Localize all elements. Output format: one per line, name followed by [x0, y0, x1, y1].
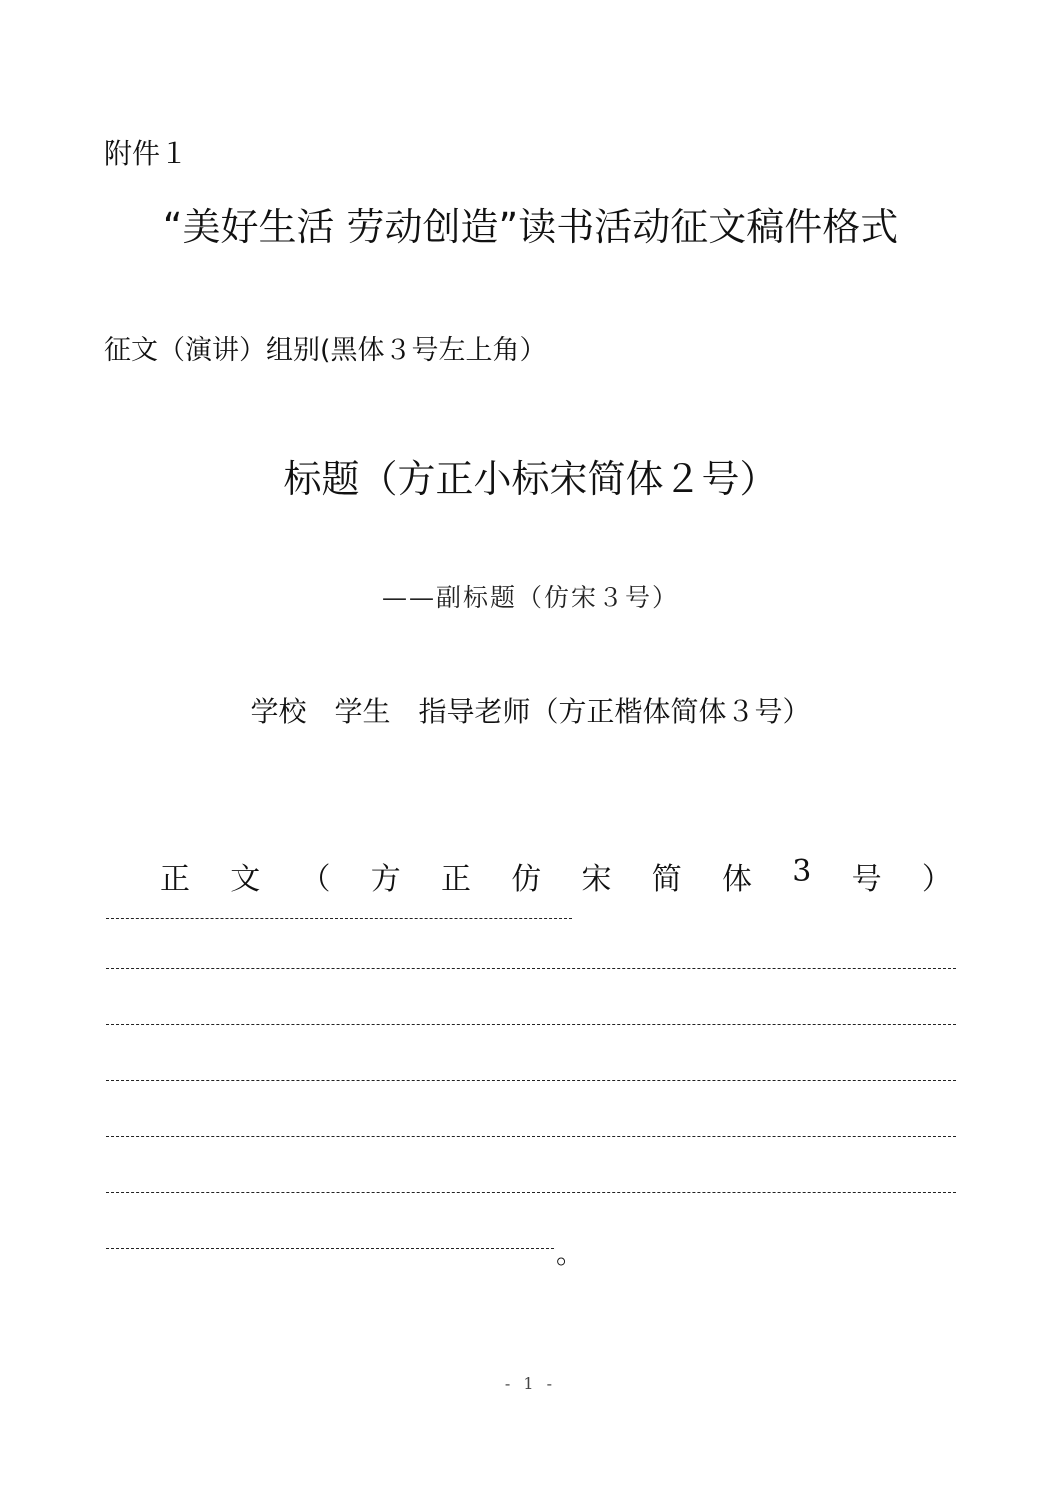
body-heading-char: 文: [230, 862, 261, 897]
body-heading-char: 宋: [581, 862, 612, 897]
body-dash-line: [106, 1080, 956, 1081]
author-line: 学校 学生 指导老师（方正楷体简体３号）: [250, 695, 811, 728]
body-heading-char: 号: [851, 862, 882, 897]
body-dash-line: [106, 968, 956, 969]
body-heading-char: ）: [921, 862, 952, 897]
body-heading-char: 体: [722, 862, 752, 897]
body-dash-line: [106, 1248, 554, 1249]
subtitle-placeholder: ——副标题（仿宋３号）: [381, 583, 679, 612]
group-label: 征文（演讲）组别(黑体３号左上角）: [104, 335, 547, 366]
page-number: - 1 -: [504, 1374, 557, 1393]
attachment-label: 附件１: [104, 137, 189, 170]
body-heading-char: 方: [370, 862, 401, 897]
body-heading-char: 正: [160, 862, 190, 897]
body-dash-line: [106, 1136, 956, 1137]
body-text-heading: [160, 854, 952, 898]
body-dash-line: [106, 1024, 956, 1025]
body-heading-char: 3: [792, 854, 812, 889]
body-dash-line: [106, 1192, 956, 1193]
body-heading-char: 仿: [511, 862, 542, 897]
body-heading-char: （: [300, 862, 331, 897]
body-dash-line: [106, 918, 572, 919]
body-heading-char: 正: [441, 862, 471, 897]
body-heading-char: 简: [651, 862, 682, 897]
essay-title-placeholder: 标题（方正小标宋简体２号）: [283, 457, 778, 501]
end-period: 。: [556, 1237, 585, 1270]
document-title: “美好生活 劳动创造”读书活动征文稿件格式: [162, 205, 899, 249]
